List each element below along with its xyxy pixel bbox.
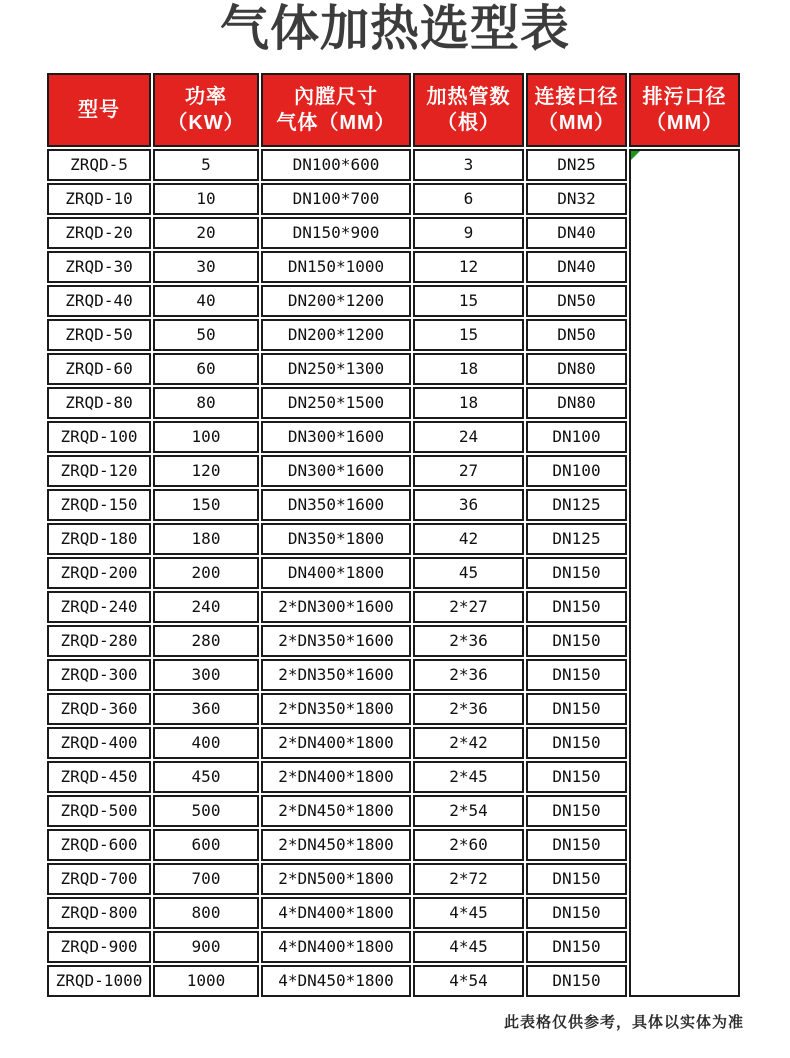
table-cell: 450 — [153, 761, 259, 793]
table-cell: 4*DN450*1800 — [261, 965, 411, 997]
table-cell: DN150 — [526, 795, 627, 827]
table-cell: 2*DN300*1600 — [261, 591, 411, 623]
table-cell: 40 — [153, 285, 259, 317]
header-connection-diameter — [526, 73, 627, 147]
table-cell: ZRQD-450 — [47, 761, 151, 793]
table-cell: 50 — [153, 319, 259, 351]
table-cell: DN250*1300 — [261, 353, 411, 385]
table-cell: 280 — [153, 625, 259, 657]
table-cell: 2*54 — [413, 795, 524, 827]
table-cell: 4*54 — [413, 965, 524, 997]
table-cell: DN150 — [526, 693, 627, 725]
table-cell: ZRQD-700 — [47, 863, 151, 895]
page-title: 气体加热选型表 — [219, 2, 570, 56]
table-cell: DN350*1800 — [261, 523, 411, 555]
header-label-line: 气体（MM） — [276, 111, 396, 134]
table-cell: ZRQD-360 — [47, 693, 151, 725]
header-label-line: 排污口径 — [642, 85, 727, 108]
table-cell: ZRQD-400 — [47, 727, 151, 759]
table-cell: DN50 — [526, 319, 627, 351]
table-cell: ZRQD-10 — [47, 183, 151, 215]
table-cell: 18 — [413, 387, 524, 419]
table-cell: DN150 — [526, 863, 627, 895]
header-label-line: 加热管数 — [426, 85, 511, 108]
table-cell: 5 — [153, 149, 259, 181]
table-cell: DN125 — [526, 489, 627, 521]
table-cell: DN50 — [526, 285, 627, 317]
table-cell: 60 — [153, 353, 259, 385]
header-label-line: （KW） — [167, 111, 245, 134]
table-cell: 4*45 — [413, 931, 524, 963]
table-cell: ZRQD-300 — [47, 659, 151, 691]
table-cell: DN100*700 — [261, 183, 411, 215]
table-cell: 100 — [153, 421, 259, 453]
table-cell: 80 — [153, 387, 259, 419]
footnote: 此表格仅供参考，具体以实体为准 — [503, 1013, 744, 1031]
table-cell: 200 — [153, 557, 259, 589]
excel-error-marker-icon — [631, 151, 640, 160]
table-cell: ZRQD-280 — [47, 625, 151, 657]
table-cell: 2*60 — [413, 829, 524, 861]
table-cell: 4*DN400*1800 — [261, 897, 411, 929]
table-cell: ZRQD-900 — [47, 931, 151, 963]
header-chamber-size — [261, 73, 411, 147]
table-cell: ZRQD-5 — [47, 149, 151, 181]
table-cell: 2*27 — [413, 591, 524, 623]
table-cell: ZRQD-100 — [47, 421, 151, 453]
table-cell: ZRQD-800 — [47, 897, 151, 929]
table-cell: ZRQD-600 — [47, 829, 151, 861]
table-cell: 300 — [153, 659, 259, 691]
table-cell: DN100 — [526, 421, 627, 453]
table-cell: DN100 — [526, 455, 627, 487]
table-cell: DN150 — [526, 761, 627, 793]
header-label-line: 型号 — [78, 98, 120, 121]
table-cell: 240 — [153, 591, 259, 623]
table-cell: DN150 — [526, 659, 627, 691]
table-cell: 2*DN500*1800 — [261, 863, 411, 895]
table-header — [47, 73, 740, 147]
table-cell: DN150*900 — [261, 217, 411, 249]
header-label-line: 功率 — [185, 85, 227, 108]
header-label-line: （MM） — [537, 111, 616, 134]
drain-diameter-merged-cell — [629, 149, 740, 997]
table-cell: DN125 — [526, 523, 627, 555]
table-cell: 2*DN350*1800 — [261, 693, 411, 725]
header-label-line: （MM） — [645, 111, 724, 134]
table-cell: 900 — [153, 931, 259, 963]
table-cell: DN250*1500 — [261, 387, 411, 419]
table-cell: 400 — [153, 727, 259, 759]
table-cell: 2*36 — [413, 625, 524, 657]
table-cell: 4*45 — [413, 897, 524, 929]
table-cell: 27 — [413, 455, 524, 487]
table-cell: ZRQD-500 — [47, 795, 151, 827]
table-cell: 2*45 — [413, 761, 524, 793]
header-drain-diameter — [629, 73, 740, 147]
table-cell: 700 — [153, 863, 259, 895]
table-cell: DN100*600 — [261, 149, 411, 181]
table-cell: 18 — [413, 353, 524, 385]
table-cell: DN350*1600 — [261, 489, 411, 521]
table-cell: 2*DN400*1800 — [261, 761, 411, 793]
table-cell: 6 — [413, 183, 524, 215]
table-cell: DN150 — [526, 897, 627, 929]
table-cell: DN80 — [526, 387, 627, 419]
table-cell: DN150 — [526, 931, 627, 963]
table-row — [47, 149, 740, 181]
table-cell: DN150 — [526, 727, 627, 759]
table-cell: 2*42 — [413, 727, 524, 759]
table-cell: 12 — [413, 251, 524, 283]
table-cell: 24 — [413, 421, 524, 453]
table-cell: 4*DN400*1800 — [261, 931, 411, 963]
header-label-line: 內膛尺寸 — [294, 85, 378, 108]
table-body — [47, 149, 740, 997]
table-cell: ZRQD-150 — [47, 489, 151, 521]
table-cell: 500 — [153, 795, 259, 827]
table-cell: ZRQD-1000 — [47, 965, 151, 997]
table-cell: 180 — [153, 523, 259, 555]
table-cell: DN150 — [526, 591, 627, 623]
table-cell: DN400*1800 — [261, 557, 411, 589]
table-cell: DN150*1000 — [261, 251, 411, 283]
table-cell: 9 — [413, 217, 524, 249]
table-cell: ZRQD-240 — [47, 591, 151, 623]
header-model — [47, 73, 151, 147]
table-cell: DN150 — [526, 829, 627, 861]
table-cell: 15 — [413, 285, 524, 317]
table-cell: DN40 — [526, 251, 627, 283]
header-power — [153, 73, 259, 147]
table-cell: ZRQD-20 — [47, 217, 151, 249]
table-cell: ZRQD-120 — [47, 455, 151, 487]
table-cell: 42 — [413, 523, 524, 555]
table-cell: 20 — [153, 217, 259, 249]
table-cell: ZRQD-60 — [47, 353, 151, 385]
header-tube-count — [413, 73, 524, 147]
table-cell: 1000 — [153, 965, 259, 997]
table-cell: DN25 — [526, 149, 627, 181]
table-cell: 2*DN400*1800 — [261, 727, 411, 759]
table-cell: 360 — [153, 693, 259, 725]
table-cell: ZRQD-30 — [47, 251, 151, 283]
table-cell: 2*36 — [413, 659, 524, 691]
table-cell: DN150 — [526, 625, 627, 657]
table-cell: 150 — [153, 489, 259, 521]
table-cell: DN200*1200 — [261, 319, 411, 351]
table-cell: DN80 — [526, 353, 627, 385]
table-cell: DN200*1200 — [261, 285, 411, 317]
table-cell: 15 — [413, 319, 524, 351]
header-row — [47, 73, 740, 147]
table-cell: 2*36 — [413, 693, 524, 725]
table-cell: ZRQD-80 — [47, 387, 151, 419]
table-cell: 3 — [413, 149, 524, 181]
table-cell: 800 — [153, 897, 259, 929]
table-cell: 2*DN350*1600 — [261, 659, 411, 691]
table-cell: 30 — [153, 251, 259, 283]
table-cell: 2*DN450*1800 — [261, 829, 411, 861]
table-cell: DN150 — [526, 557, 627, 589]
table-cell: 36 — [413, 489, 524, 521]
table-cell: DN32 — [526, 183, 627, 215]
table-cell: 2*DN350*1600 — [261, 625, 411, 657]
table-cell: ZRQD-40 — [47, 285, 151, 317]
table-cell: DN40 — [526, 217, 627, 249]
table-cell: 2*72 — [413, 863, 524, 895]
table-cell: ZRQD-50 — [47, 319, 151, 351]
table-cell: 10 — [153, 183, 259, 215]
table-cell: ZRQD-200 — [47, 557, 151, 589]
header-label-line: （根） — [437, 111, 500, 134]
table-cell: DN300*1600 — [261, 421, 411, 453]
table-cell: 600 — [153, 829, 259, 861]
table-cell: 45 — [413, 557, 524, 589]
table-cell: DN150 — [526, 965, 627, 997]
table-cell: 120 — [153, 455, 259, 487]
table-cell: DN300*1600 — [261, 455, 411, 487]
table-cell: 2*DN450*1800 — [261, 795, 411, 827]
spec-table — [45, 71, 742, 999]
table-cell: ZRQD-180 — [47, 523, 151, 555]
header-label-line: 连接口径 — [534, 85, 619, 108]
